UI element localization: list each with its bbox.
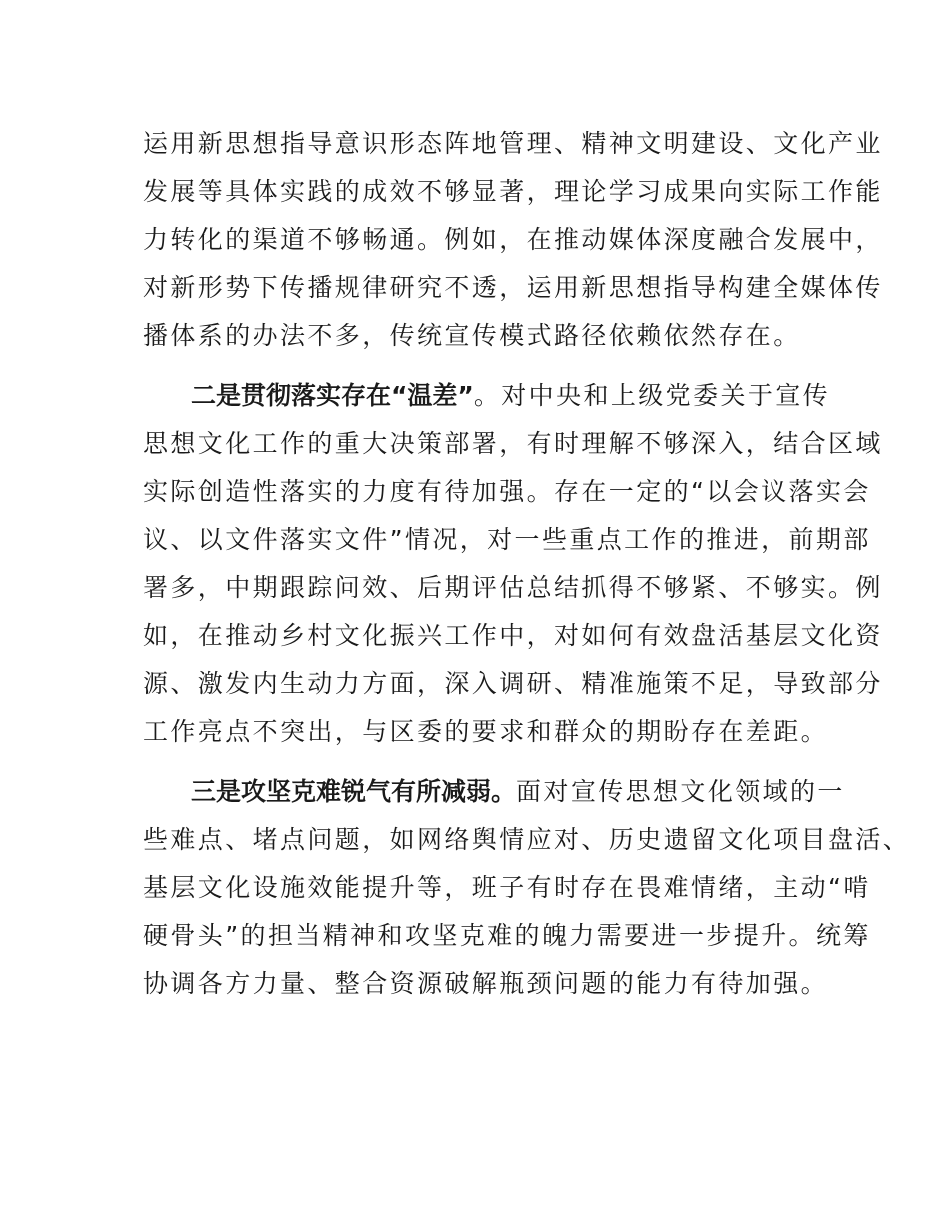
- text-line: 运用新思想指导意识形态阵地管理、精神文明建设、文化产业: [143, 129, 883, 158]
- text-line: 些难点、堵点问题，如网络舆情应对、历史遗留文化项目盘活、: [143, 825, 911, 854]
- text-line: 如，在推动乡村文化振兴工作中，对如何有效盘活基层文化资: [143, 621, 883, 650]
- paragraph-spacer: [143, 756, 809, 768]
- paragraph-spacer: [143, 360, 809, 372]
- text-line: 播体系的办法不多，传统宣传模式路径依赖依然存在。: [143, 321, 801, 350]
- text-line: 发展等具体实践的成效不够显著，理论学习成果向实际工作能: [143, 177, 883, 206]
- paragraph-2: [143, 372, 883, 756]
- text-line: 力转化的渠道不够畅通。例如，在推动媒体深度融合发展中，: [143, 225, 883, 254]
- paragraph-1: [143, 120, 883, 360]
- text-line: 协调各方力量、整合资源破解瓶颈问题的能力有待加强。: [143, 969, 829, 998]
- text-line: 工作亮点不突出，与区委的要求和群众的期盼存在差距。: [143, 717, 829, 746]
- paragraph-3: [143, 768, 911, 1008]
- text-run: 。对中央和上级党委关于宣传: [473, 381, 831, 410]
- text-line: 实际创造性落实的力度有待加强。存在一定的“以会议落实会: [143, 477, 871, 506]
- text-line: 对新形势下传播规律研究不透，运用新思想指导构建全媒体传: [143, 273, 883, 302]
- text-run: 面对宣传思想文化领域的一: [516, 777, 845, 806]
- text-line: 署多，中期跟踪问效、后期评估总结抓得不够紧、不够实。例: [143, 573, 883, 602]
- document-page: [143, 120, 911, 1008]
- text-line-first: [143, 372, 831, 420]
- text-line: 硬骨头”的担当精神和攻坚克难的魄力需要进一步提升。统筹: [143, 921, 871, 950]
- text-line: 议、以文件落实文件”情况，对一些重点工作的推进，前期部: [143, 525, 871, 554]
- paragraph-heading: 三是攻坚克难锐气有所减弱。: [191, 777, 517, 806]
- text-line: 思想文化工作的重大决策部署，有时理解不够深入，结合区域: [143, 429, 883, 458]
- text-line: 源、激发内生动力方面，深入调研、精准施策不足，导致部分: [143, 669, 883, 698]
- paragraph-heading: 二是贯彻落实存在“温差”: [191, 381, 474, 410]
- text-line-first: [143, 768, 845, 816]
- text-line: 基层文化设施效能提升等，班子有时存在畏难情绪，主动“啃: [143, 873, 871, 902]
